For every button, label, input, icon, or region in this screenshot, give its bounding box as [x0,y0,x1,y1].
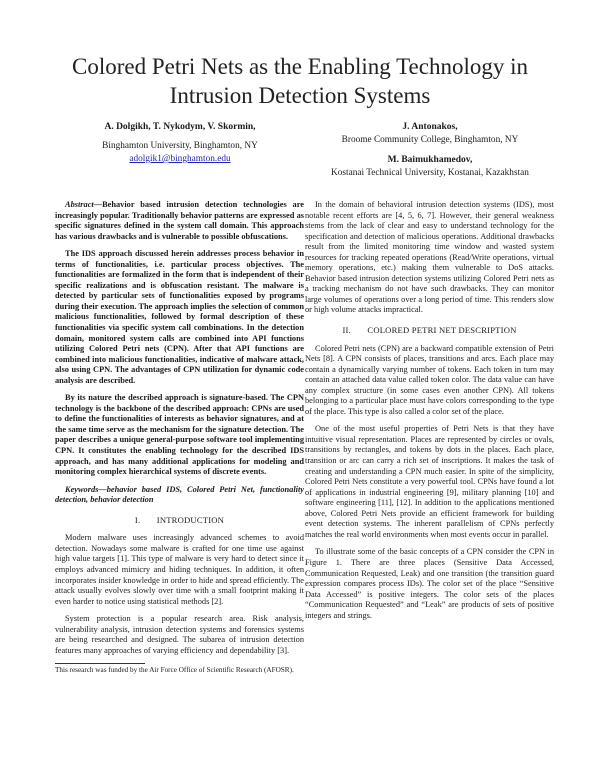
funding-footnote: This research was funded by the Air Force Office of Scientific Research (AFOSR). [55,666,294,675]
abstract-paragraph-3: By its nature the described approach is signature-based. The CPN technology is the backbone of the described approach: CPNs are used to define the functionalities of interests as behavior signatures, and at the same time serve as the mechanism for the signature detection. The paper describes a unique general-purpose software tool implementing CPN. It constitutes the enabling technology for the described IDS approach, and has many additional applications for modeling and monitoring complex hierarchical systems of discrete events. [55,393,304,477]
right-column [305,200,554,628]
cpn-paragraph-3: To illustrate some of the basic concepts of a CPN consider the CPN in Figure 1. There are three places (Sensitive Data Accessed, Communication Requested, Leak) and one transition (the transition guard expression compares process IDs). The color set of the place “Sensitive Data Accessed” is positive integers. The color sets of the places “Communication Requested” and “Leak” are products of sets of positive integers and strings. [305,547,554,620]
intro-paragraph-1: Modern malware uses increasingly advanced schemes to avoid detection. Nowadays some malware is crafted for one time use against high value targets [1]. This type of malware is very hard to detect since it employs advanced mimicry and hiding techniques. In addition, it often incorporates insider knowledge in order to hide and spread efficiently. The attack usually evolves slowly over time with a small footprint making it even harder to notice using statistical methods [2]. [55,533,304,606]
author-names-left: A. Dolgikh, T. Nykodym, V. Skormin, [104,122,256,132]
abstract-lead: Abstract [65,200,94,209]
paper-title [40,52,560,110]
affiliation-left: Binghamton University, Binghamton, NY [102,141,258,151]
abstract-paragraph-1: Abstract—Behavior based intrusion detection technologies are increasingly popular. Traditionally behavior patterns are expressed as specific signatures defined in the system call domain. This approach has various drawbacks and is vulnerable to possible obfuscations. [55,200,304,241]
cpn-paragraph-1: Colored Petri nets (CPN) are a backward compatible extension of Petri Nets [8]. A CPN consists of places, transitions and arcs. Each place may contain a dynamically varying number of tokens. Each token in turn may contain an attached data value called token color. The data value can have any complex structure (in some cases even another CPN). All tokens belonging to a particular place must have colors corresponding to the type of the place. This type is also called a color set of the place. [305,343,554,416]
abstract [55,200,304,478]
section-heading-introduction: I. INTRODUCTION [134,514,225,525]
abstract-paragraph-2: The IDS approach discussed herein addresses process behavior in terms of functionalities, i.e. particular process objectives. The functionalities are formalized in the form that is independent of their specific realizations and is obfuscation resistant. The malware is detected by particular sets of functionalities exposed by programs during their execution. The approach implies the selection of common malicious functionalities, followed by formal description of these functionalities via specific system call combinations. In the detection domain, monitored system calls are combined into API functions utilizing Colored Petri nets (CPN). After that API functions are combined into malicious functionalities, indicative of malware attack, also using CPN. The advantages of CPN utilization for dynamic code analysis are described. [55,249,304,385]
left-column [55,200,304,682]
author-block-right-bottom [305,154,555,180]
cpn-paragraph-2: One of the most useful properties of Petri Nets is that they have intuitive visual representation. Places are represented by circles or ovals, transitions by rectangles, and tokens by dots in the places. Each place, transition or arc can carry a rich set of inscriptions. It makes the task of creating and understanding a CPN much easier. In spite of the simplicity, Colored Petri Nets constitute a very powerful tool. CPNs have found a lot of applications in industrial engineering [9], military planning [10] and software engineering [11], [12]. In addition to the applications mentioned above, Colored Petri Nets provide an efficient framework for building event detection systems. The inherent parallelism of CPNs perfectly matches the real world environments when most events occur in parallel. [305,424,554,539]
intro-paragraph-2: System protection is a popular research area. Risk analysis, vulnerability analysis, intrusion detection systems and forensics systems are being researched and designed. The subarea of intrusion detection features many approaches of varying efficiency and dependability [3]. [55,614,304,655]
author-names-right-top: J. Antonakos, [402,122,458,132]
title-line-1: Colored Petri Nets as the Enabling Technology in [72,54,528,79]
section-heading-cpn-description: II. COLORED PETRI NET DESCRIPTION [342,325,517,336]
author-names-right-bottom: M. Baimukhamedov, [387,155,473,165]
author-block-right-top [305,121,555,147]
footnote-rule [55,663,145,664]
right-paragraph-1: In the domain of behavioral intrusion detection systems (IDS), most notable recent efforts are [4, 5, 6, 7]. However, their general weakness stems from the lack of clear and easy to understand technology for the specification and detection of malicious operations. Additional drawbacks result from the limited monitoring time window and wasted system resources for tracking repeated operations (Read/Write operations, virtual memory operations, etc.) making them vulnerable to DoS attacks. Behavior based intrusion detection systems utilizing Colored Petri nets as a tracking mechanism do not have such drawbacks. They can monitor large volumes of operations over a long period of time. This renders slow or high volume attacks impractical. [305,200,554,315]
keywords: Keywords—behavior based IDS, Colored Petri Net, functionality detection, behavior detection [55,484,304,505]
affiliation-right-top: Broome Community College, Binghamton, NY [341,135,519,145]
title-line-2: Intrusion Detection Systems [169,83,431,108]
author-email-link[interactable]: adolgik1@binghamton.edu [129,154,231,164]
affiliation-right-bottom: Kostanai Technical University, Kostanai, Kazakhstan [331,168,529,178]
author-block-left [55,121,305,166]
